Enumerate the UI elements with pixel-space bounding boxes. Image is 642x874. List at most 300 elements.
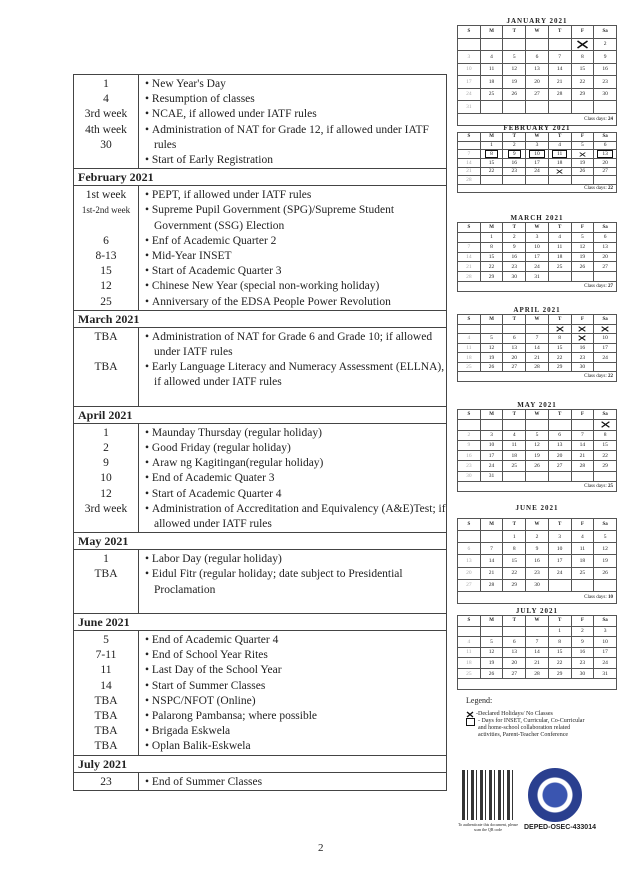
calendar-day: 3 — [594, 626, 617, 637]
calendar-day: 20 — [594, 252, 617, 262]
event-item: • Palarong Pambansa; where possible — [145, 709, 446, 724]
calendar-day: 4 — [458, 637, 481, 648]
weekday-header: Sa — [594, 26, 617, 39]
weekday-header: S — [458, 616, 481, 627]
calendar-day: 2 — [503, 141, 526, 150]
event-date: 1st week — [85, 189, 127, 202]
class-days-label: Class days: — [584, 483, 607, 489]
calendar-day — [548, 272, 571, 282]
calendar-day: 10 — [458, 63, 481, 76]
calendar-day — [458, 232, 481, 242]
event-date: TBA — [94, 361, 118, 374]
calendar-day: 16 — [571, 647, 594, 658]
calendar-day: 17 — [480, 451, 503, 461]
calendar-day: 3 — [458, 51, 481, 64]
calendar-day: 11 — [458, 343, 481, 353]
calendar-day: 1 — [503, 531, 526, 543]
calendar-day — [548, 471, 571, 481]
calendar-day: 19 — [594, 555, 617, 567]
event-date — [74, 375, 138, 390]
calendar-day — [594, 579, 617, 591]
calendar-day: 7 — [458, 242, 481, 252]
weekday-header: S — [458, 223, 481, 233]
x-mark-icon — [577, 335, 587, 341]
event-item: • End of School Year Rites — [145, 648, 446, 663]
event-date: 8-13 — [95, 249, 117, 262]
calendar-day: 2 — [526, 531, 549, 543]
calendar-day: 21 — [571, 451, 594, 461]
weekday-header: S — [458, 315, 481, 325]
calendar-day: 31 — [480, 471, 503, 481]
calendar-day: 22 — [571, 76, 594, 89]
calendar-day: 20 — [526, 76, 549, 89]
class-days-value: 22 — [608, 374, 613, 380]
calendar-day: 5 — [594, 531, 617, 543]
weekday-header: T — [548, 133, 571, 142]
calendar-day: 10 — [594, 637, 617, 648]
calendar-day: 20 — [503, 658, 526, 669]
calendar-day: 14 — [548, 63, 571, 76]
event-date — [74, 583, 138, 598]
calendar-day — [503, 101, 526, 114]
calendar-day: 12 — [571, 242, 594, 252]
calendar-day: 10 — [594, 334, 617, 344]
event-date: TBA — [94, 709, 118, 722]
calendar-day — [571, 579, 594, 591]
calendar-day — [594, 101, 617, 114]
calendar-day — [526, 38, 549, 51]
calendar-day — [571, 176, 594, 185]
weekday-header: M — [480, 133, 503, 142]
calendar-day: 14 — [458, 159, 481, 168]
calendar-day — [480, 324, 503, 334]
calendar-day — [548, 420, 571, 430]
calendar-day: 15 — [571, 63, 594, 76]
calendar-day — [526, 101, 549, 114]
weekday-header: M — [480, 519, 503, 531]
event-item: • End of Academic Quater 3 — [145, 471, 446, 486]
calendar-day: 5 — [503, 51, 526, 64]
event-date: 4 — [103, 93, 109, 106]
calendar-day — [571, 420, 594, 430]
calendar-day: 16 — [458, 451, 481, 461]
event-item: • Start of Academic Quarter 4 — [145, 487, 446, 502]
weekday-header: T — [503, 133, 526, 142]
month-events — [74, 549, 446, 613]
qr-caption: To authenticate this document, please scan the QR code — [457, 822, 519, 832]
calendar-title: JULY 2021 — [515, 607, 559, 615]
weekday-header: Sa — [594, 616, 617, 627]
calendar-title: MARCH 2021 — [510, 214, 564, 222]
calendar-day: 27 — [503, 668, 526, 679]
mini-calendar — [457, 214, 617, 292]
event-date: 3rd week — [84, 502, 128, 515]
weekday-header: Sa — [594, 519, 617, 531]
calendar-day: 4 — [548, 232, 571, 242]
calendar-day: 30 — [571, 668, 594, 679]
calendar-day: 21 — [480, 567, 503, 579]
calendar-day: 26 — [594, 567, 617, 579]
calendar-day: 25 — [571, 567, 594, 579]
calendar-day: 27 — [594, 262, 617, 272]
calendar-day — [480, 38, 503, 51]
event-item: • Start of Early Registration — [145, 153, 446, 168]
calendar-day: 29 — [548, 668, 571, 679]
calendar-day: 7 — [480, 543, 503, 555]
event-item: • Enf of Academic Quarter 2 — [145, 234, 446, 249]
mini-calendar — [457, 607, 617, 690]
calendar-day: 23 — [571, 353, 594, 363]
calendar-day: 16 — [594, 63, 617, 76]
x-mark-icon — [600, 421, 611, 428]
calendar-day: 12 — [480, 647, 503, 658]
weekday-header: F — [571, 223, 594, 233]
calendar-day: 26 — [503, 88, 526, 101]
calendar-day: 22 — [480, 167, 503, 176]
weekday-header: Sa — [594, 133, 617, 142]
weekday-header: T — [503, 410, 526, 420]
weekday-header: F — [571, 315, 594, 325]
event-item: • Resumption of classes — [145, 92, 446, 107]
calendar-day: 19 — [480, 658, 503, 669]
events-column — [139, 186, 446, 310]
calendar-day: 26 — [480, 362, 503, 372]
calendar-day: 2 — [503, 232, 526, 242]
event-item: • Start of Summer Classes — [145, 679, 446, 694]
event-item: • Maunday Thursday (regular holiday) — [145, 426, 446, 441]
event-item: • Brigada Eskwela — [145, 724, 446, 739]
weekday-header: T — [548, 315, 571, 325]
event-item: • NSPC/NFOT (Online) — [145, 694, 446, 709]
calendar-day: 24 — [458, 88, 481, 101]
calendar-day — [571, 101, 594, 114]
calendar-day: 15 — [594, 440, 617, 450]
event-date: 5 — [103, 633, 109, 646]
calendar-day: 25 — [548, 262, 571, 272]
calendar-day — [480, 150, 503, 159]
event-item: • PEPT, if allowed under IATF rules — [145, 188, 446, 203]
mini-calendar — [457, 17, 617, 126]
event-item: • Administration of Accreditation and Equivalency (A&E)Test; if allowed under IATF rules — [145, 502, 446, 532]
calendar-day: 8 — [571, 51, 594, 64]
calendar-day: 28 — [571, 461, 594, 471]
calendar-day: 8 — [503, 543, 526, 555]
calendar-day: 5 — [571, 141, 594, 150]
calendar-day — [480, 101, 503, 114]
weekday-header: F — [571, 519, 594, 531]
event-date: TBA — [94, 568, 118, 581]
weekday-header: Sa — [594, 223, 617, 233]
weekday-header: M — [480, 315, 503, 325]
calendar-day: 4 — [548, 141, 571, 150]
event-date: 11 — [100, 664, 112, 677]
calendar-day: 7 — [548, 51, 571, 64]
calendar-day: 9 — [594, 51, 617, 64]
calendar-day: 21 — [458, 262, 481, 272]
calendar-day: 30 — [594, 88, 617, 101]
calendar-day: 24 — [526, 167, 549, 176]
calendar-day: 3 — [548, 531, 571, 543]
calendar-day: 15 — [503, 555, 526, 567]
calendar-day: 4 — [571, 531, 594, 543]
event-item: • NCAE, if allowed under IATF rules — [145, 107, 446, 122]
calendar-day: 23 — [458, 461, 481, 471]
calendar-day: 18 — [548, 159, 571, 168]
event-item: • Early Language Literacy and Numeracy Assessment (ELLNA), if allowed under IATF rules — [145, 360, 446, 390]
calendar-day — [594, 176, 617, 185]
event-date: 15 — [100, 265, 112, 278]
calendar-day: 13 — [548, 440, 571, 450]
x-mark-icon — [466, 711, 474, 718]
calendar-day: 8 — [548, 334, 571, 344]
calendar-day: 24 — [594, 658, 617, 669]
calendar-day: 31 — [594, 668, 617, 679]
calendar-day — [571, 38, 594, 51]
box-mark-icon: 11 — [552, 150, 567, 158]
calendar-day: 26 — [571, 167, 594, 176]
event-date: TBA — [94, 740, 118, 753]
calendar-day: 12 — [526, 440, 549, 450]
calendar-day: 31 — [526, 272, 549, 282]
weekday-header: M — [480, 26, 503, 39]
calendar-day — [458, 626, 481, 637]
calendar-day: 13 — [503, 647, 526, 658]
calendar-day: 9 — [458, 440, 481, 450]
calendar-day — [458, 324, 481, 334]
weekday-header: W — [526, 26, 549, 39]
event-item: • End of Summer Classes — [145, 775, 446, 790]
calendar-day: 6 — [458, 543, 481, 555]
legend-x: -Declared Holidays/ No Classes — [466, 711, 626, 718]
events-column — [139, 328, 446, 406]
class-days-label: Class days: — [584, 116, 607, 122]
box-mark-icon: 9 — [508, 150, 521, 158]
month-events — [74, 327, 446, 406]
event-item: • Labor Day (regular holiday) — [145, 552, 446, 567]
calendar-day: 5 — [526, 430, 549, 440]
weekday-header: T — [503, 26, 526, 39]
event-date: 1 — [103, 78, 109, 90]
calendar-day: 23 — [503, 262, 526, 272]
month-header: April 2021 — [74, 406, 446, 423]
event-date: 1 — [103, 426, 109, 439]
event-date: 9 — [103, 457, 109, 470]
calendar-day: 2 — [458, 430, 481, 440]
calendar-day: 25 — [458, 362, 481, 372]
calendar-day: 9 — [571, 637, 594, 648]
event-date: 10 — [100, 472, 112, 485]
weekday-header: W — [526, 616, 549, 627]
calendar-day — [594, 324, 617, 334]
event-date — [74, 345, 138, 360]
calendar-day: 13 — [503, 343, 526, 353]
calendar-day: 24 — [594, 353, 617, 363]
event-date: 14 — [100, 679, 112, 692]
calendar-title: APRIL 2021 — [513, 306, 561, 314]
calendar-day — [594, 150, 617, 159]
calendar-title: JUNE 2021 — [515, 504, 559, 512]
calendar-day: 15 — [480, 252, 503, 262]
box-mark-icon: 10 — [529, 150, 545, 158]
calendar-day: 11 — [571, 543, 594, 555]
dates-column — [74, 328, 139, 406]
calendar-day: 26 — [480, 668, 503, 679]
calendar-day — [526, 471, 549, 481]
calendar-day: 4 — [503, 430, 526, 440]
calendar-day: 17 — [594, 343, 617, 353]
weekday-header: T — [548, 26, 571, 39]
month-events — [74, 772, 446, 790]
calendar-day: 1 — [480, 232, 503, 242]
calendar-day — [571, 150, 594, 159]
event-date: TBA — [94, 725, 118, 738]
calendar-day — [458, 141, 481, 150]
calendar-day: 11 — [503, 440, 526, 450]
calendar-day: 3 — [480, 430, 503, 440]
calendar-day: 26 — [571, 262, 594, 272]
calendar-day: 12 — [480, 343, 503, 353]
calendar-day: 23 — [526, 567, 549, 579]
calendar-day: 30 — [503, 272, 526, 282]
calendar-day: 24 — [480, 461, 503, 471]
calendar-day — [458, 420, 481, 430]
calendar-day: 6 — [594, 141, 617, 150]
calendar-day: 25 — [503, 461, 526, 471]
event-item: • Araw ng Kagitingan(regular holiday) — [145, 456, 446, 471]
month-header: March 2021 — [74, 310, 446, 327]
weekday-header: T — [503, 519, 526, 531]
calendar-day: 29 — [594, 461, 617, 471]
calendar-day: 31 — [458, 101, 481, 114]
calendar-day: 30 — [571, 362, 594, 372]
calendar-day: 28 — [526, 668, 549, 679]
events-column — [139, 75, 446, 168]
calendar-day: 2 — [594, 38, 617, 51]
calendar-day: 22 — [594, 451, 617, 461]
calendar-title: MAY 2021 — [517, 401, 557, 409]
x-mark-icon — [600, 326, 610, 332]
weekday-header: M — [480, 410, 503, 420]
month-header: May 2021 — [74, 532, 446, 549]
calendar-day: 14 — [526, 343, 549, 353]
calendar-day — [503, 471, 526, 481]
event-date: 25 — [100, 295, 112, 308]
calendar-day: 18 — [548, 252, 571, 262]
event-date: 4th week — [85, 123, 127, 136]
calendar-day: 28 — [480, 579, 503, 591]
weekday-header: W — [526, 223, 549, 233]
event-item: • Oplan Balik-Eskwela — [145, 739, 446, 754]
calendar-day — [594, 362, 617, 372]
event-date: TBA — [94, 694, 118, 707]
class-days-value: 24 — [608, 116, 613, 122]
calendar-day: 29 — [571, 88, 594, 101]
dates-column — [74, 550, 139, 613]
calendar-day — [571, 334, 594, 344]
calendar-day: 9 — [503, 242, 526, 252]
calendar-day: 30 — [458, 471, 481, 481]
dates-column — [74, 424, 139, 532]
calendar-day: 16 — [526, 555, 549, 567]
calendar-day — [503, 150, 526, 159]
event-item: • Anniversary of the EDSA People Power Revolution — [145, 295, 446, 310]
calendar-day: 8 — [548, 637, 571, 648]
calendar-day: 20 — [594, 159, 617, 168]
calendar-day: 30 — [526, 579, 549, 591]
calendar-day: 17 — [526, 159, 549, 168]
weekday-header: Sa — [594, 410, 617, 420]
event-date: 12 — [100, 487, 112, 500]
weekday-header: T — [548, 223, 571, 233]
events-column — [139, 424, 446, 532]
weekday-header: T — [548, 519, 571, 531]
mini-calendar — [457, 124, 617, 193]
calendar-day: 17 — [458, 76, 481, 89]
class-days — [458, 372, 617, 382]
weekday-header: S — [458, 133, 481, 142]
calendar-day: 23 — [594, 76, 617, 89]
dates-column — [74, 186, 139, 310]
event-date: 1 — [103, 553, 109, 566]
box-mark-icon: 8 — [485, 150, 498, 158]
event-item: • Start of Academic Quarter 3 — [145, 264, 446, 279]
month-events — [74, 630, 446, 755]
weekday-header: W — [526, 133, 549, 142]
calendar-day: 6 — [548, 430, 571, 440]
calendar-day: 27 — [594, 167, 617, 176]
event-date — [74, 219, 138, 234]
calendar-day: 24 — [548, 567, 571, 579]
class-days — [458, 679, 617, 690]
calendar-day: 6 — [594, 232, 617, 242]
class-days-label: Class days: — [584, 283, 607, 289]
class-days-value: 27 — [608, 283, 613, 289]
event-item: • Eidul Fitr (regular holiday; date subject to Presidential Proclamation — [145, 567, 446, 597]
event-item: • Supreme Pupil Government (SPG)/Supreme Student Government (SSG) Election — [145, 203, 446, 233]
calendar-day — [526, 150, 549, 159]
month-events — [74, 185, 446, 310]
class-days-value: 25 — [608, 483, 613, 489]
calendar-day — [548, 167, 571, 176]
calendar-day: 22 — [548, 353, 571, 363]
calendar-day — [503, 420, 526, 430]
event-date — [74, 391, 138, 406]
calendar-day: 27 — [503, 362, 526, 372]
legend — [466, 697, 626, 739]
calendar-day: 21 — [548, 76, 571, 89]
event-item: • New Year's Day — [145, 77, 446, 92]
calendar-day — [548, 101, 571, 114]
calendar-day: 1 — [548, 626, 571, 637]
calendar-day: 27 — [548, 461, 571, 471]
calendar-day: 19 — [526, 451, 549, 461]
box-mark-icon: 13 — [597, 150, 613, 158]
calendar-day — [548, 324, 571, 334]
weekday-header: W — [526, 410, 549, 420]
events-column — [139, 631, 446, 755]
event-date: 23 — [100, 775, 112, 788]
calendar-day: 13 — [526, 63, 549, 76]
event-date: 12 — [100, 280, 112, 293]
qr-code-icon — [462, 770, 514, 820]
weekday-header: F — [571, 133, 594, 142]
calendar-day: 11 — [458, 647, 481, 658]
calendar-day: 12 — [503, 63, 526, 76]
month-header: June 2021 — [74, 613, 446, 630]
calendar-day — [594, 420, 617, 430]
calendar-day: 22 — [548, 658, 571, 669]
calendar-day: 16 — [503, 252, 526, 262]
